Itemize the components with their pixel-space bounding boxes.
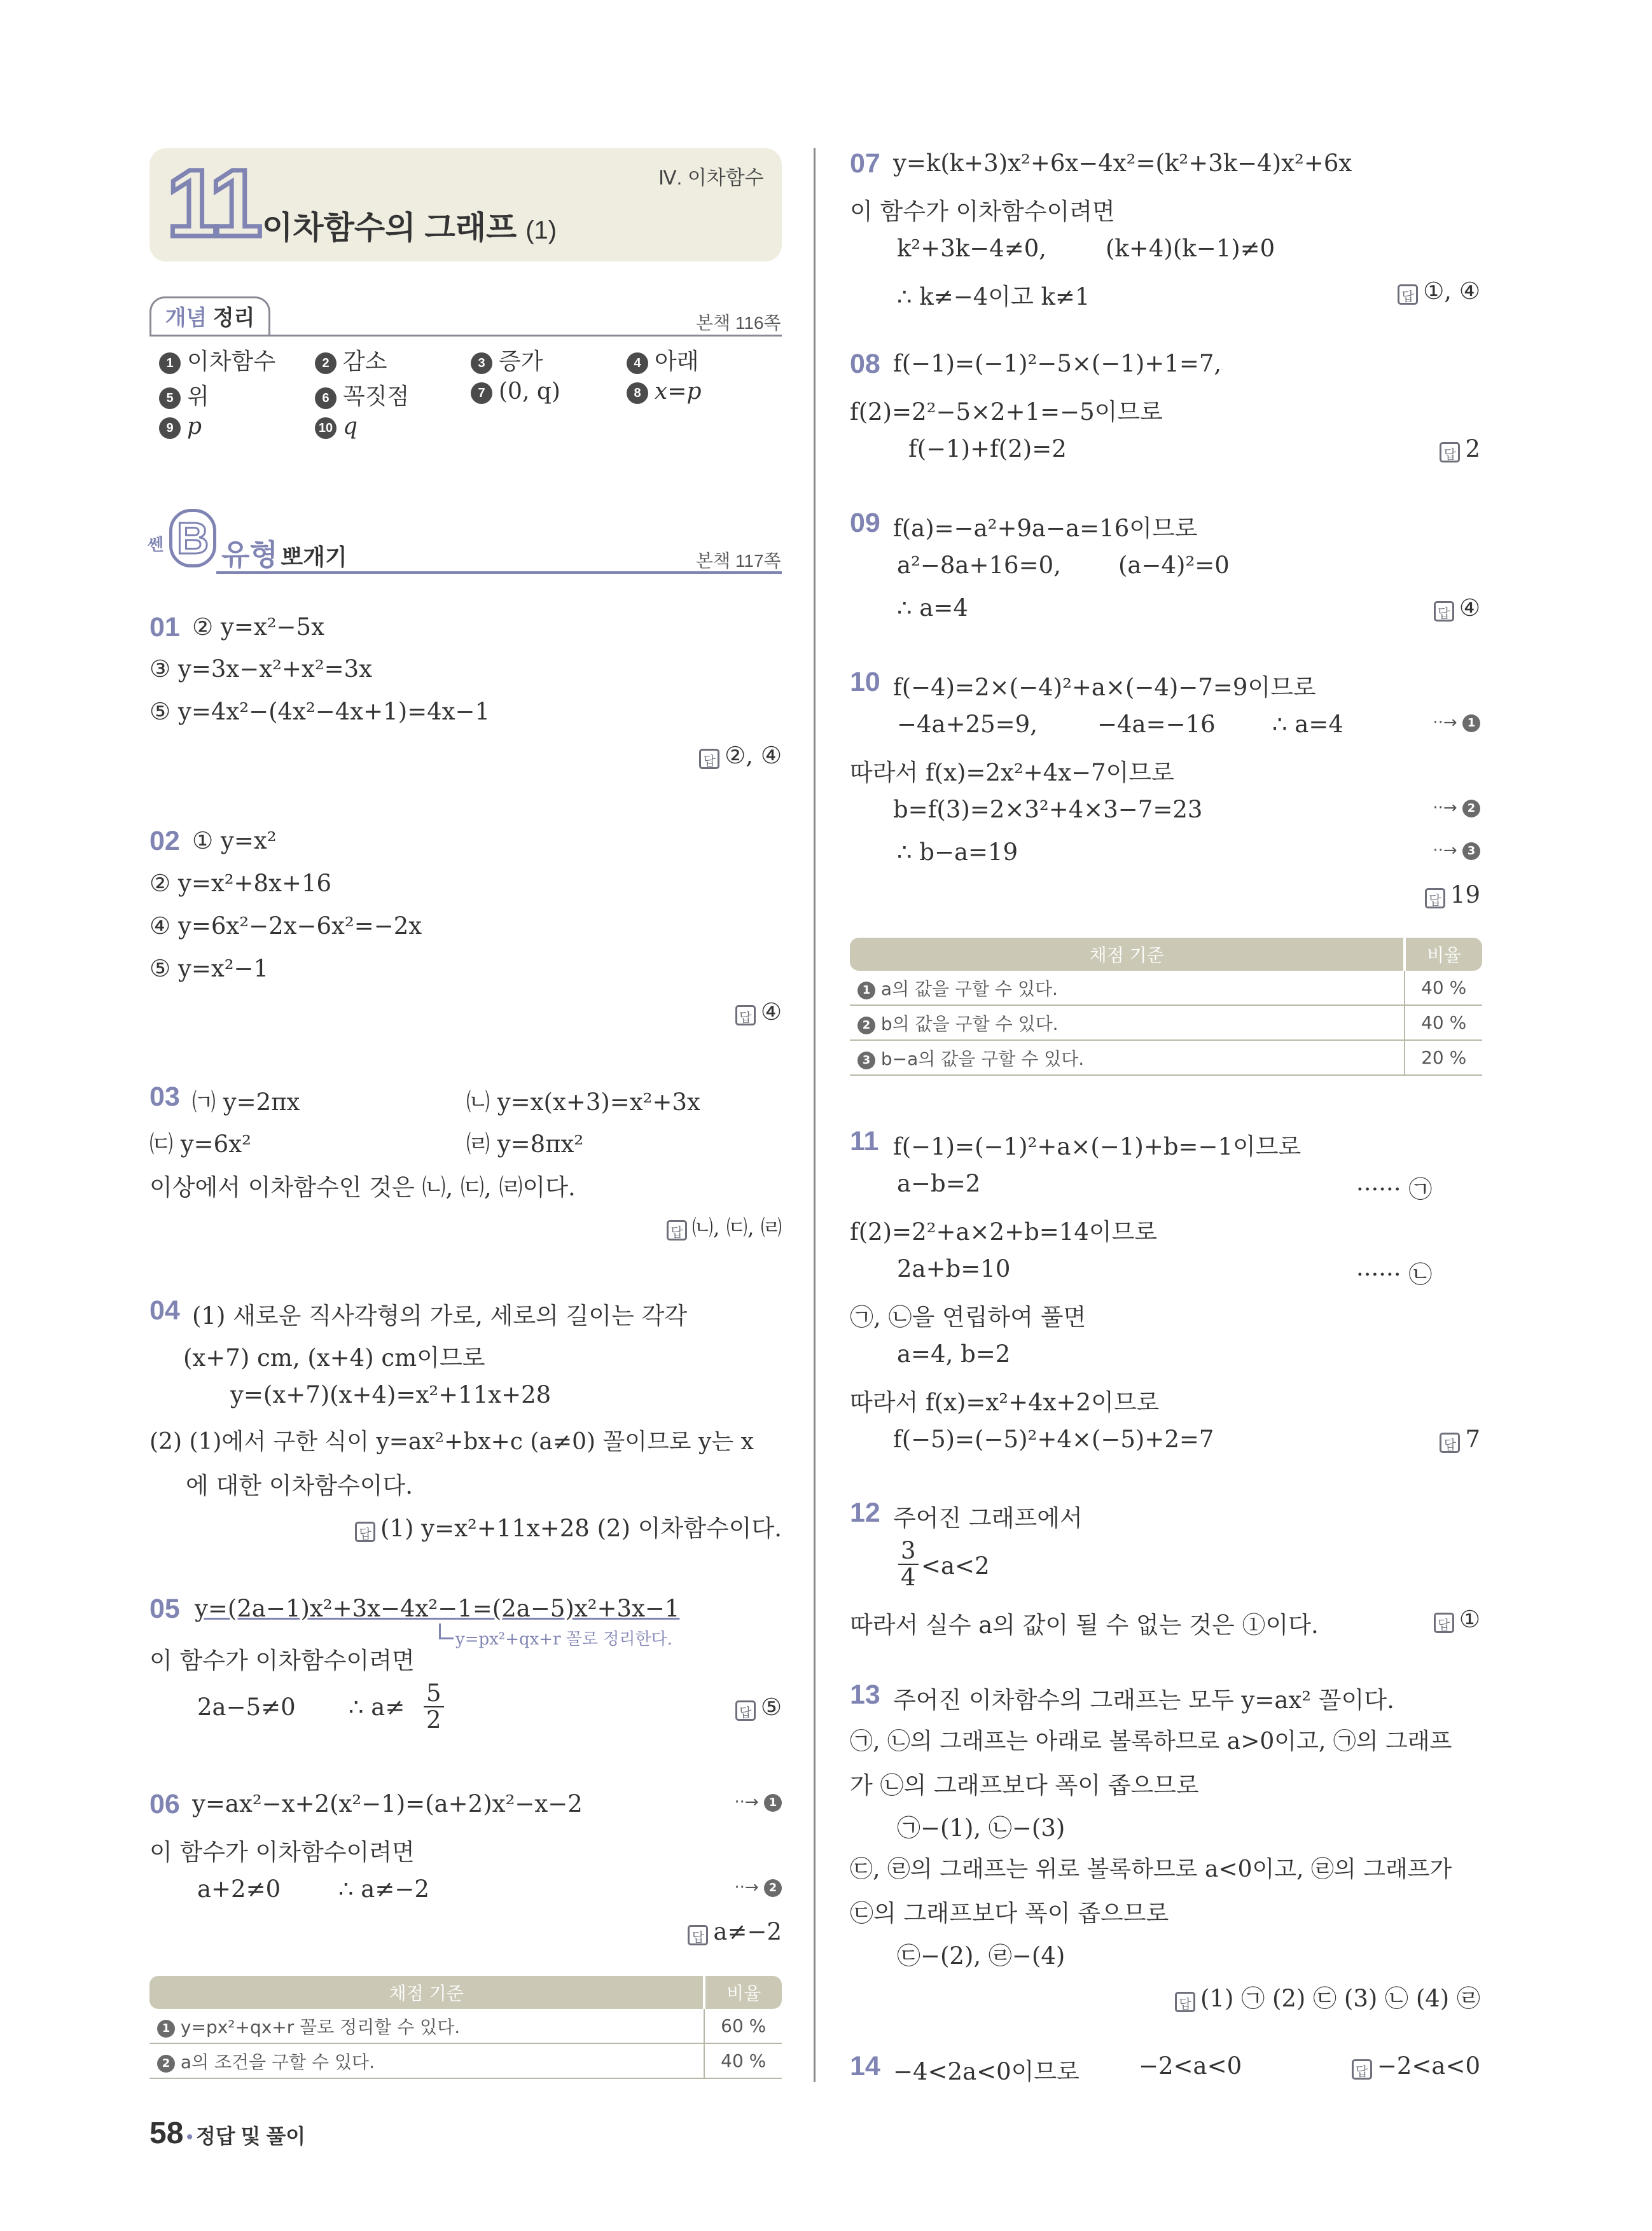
q09-number: 09 <box>850 508 880 538</box>
q11-tag1: ······ ㉠ <box>1356 1176 1433 1203</box>
q13-line7: ㉢−(2), ㉣−(4) <box>897 1942 1065 1970</box>
q03-conclusion: 이상에서 이차함수인 것은 ㈁, ㈂, ㈃이다. <box>149 1174 576 1201</box>
q11-line2: a−b=2 <box>897 1170 981 1197</box>
rubric-header: 채점 기준 <box>149 1976 704 2009</box>
concept-page-ref: 본책 116쪽 <box>696 313 781 333</box>
concept-item: 4 아래 <box>627 344 699 376</box>
q12-frac-num: 3 <box>898 1538 919 1565</box>
q08-number: 08 <box>850 349 880 379</box>
q07-answer: 답 ①, ④ <box>1398 277 1480 305</box>
rubric-row: 3 b−a의 값을 구할 수 있다. 20 % <box>850 1040 1482 1075</box>
concept-item: 5 위 <box>159 379 209 411</box>
q02-number: 02 <box>149 826 180 856</box>
rubric-row: 1 y=px²+qx+r 꼴로 정리할 수 있다. 60 % <box>149 2009 782 2043</box>
column-divider <box>814 148 816 2082</box>
q11-line7: 따라서 f(x)=x²+4x+2이므로 <box>850 1389 1160 1416</box>
answer-icon: 답 <box>1440 1433 1460 1453</box>
q11-line8: f(−5)=(−5)²+4×(−5)+2=7 <box>893 1426 1214 1453</box>
q07-line1: y=k(k+3)x²+6x−4x²=(k²+3k−4)x²+6x <box>893 149 1352 177</box>
q07-line2: 이 함수가 이차함수이려면 <box>850 198 1115 225</box>
q02-line1: ① y=x² <box>192 827 277 854</box>
q05-number: 05 <box>149 1594 180 1624</box>
q09-line2b: (a−4)²=0 <box>1118 552 1230 579</box>
q10-line2a: −4a+25=9, <box>897 711 1038 738</box>
q02-line3: ④ y=6x²−2x−6x²=−2x <box>149 912 422 940</box>
q06-marker2: ··→ 2 <box>734 1878 782 1897</box>
page-number: 58 <box>149 2116 184 2150</box>
q12-answer: 답 ① <box>1434 1606 1480 1633</box>
q04-answer: 답 (1) y=x²+11x+28 (2) 이차함수이다. <box>355 1509 782 1543</box>
q05-fraction <box>424 1681 444 1733</box>
q05-note: y=px²+qx+r 꼴로 정리한다. <box>455 1630 672 1649</box>
q14-number: 14 <box>850 2051 880 2082</box>
q11-line6: a=4, b=2 <box>897 1340 1011 1368</box>
q04-number: 04 <box>149 1295 180 1326</box>
concept-label-a: 개념 <box>165 306 207 330</box>
rubric-row: 1 a의 값을 구할 수 있다. 40 % <box>850 971 1482 1005</box>
q10-number: 10 <box>850 667 880 697</box>
q09-line1: f(a)=−a²+9a−a=16이므로 <box>893 515 1198 542</box>
q10-answer: 답 19 <box>1425 881 1480 908</box>
q10-line2b: −4a=−16 <box>1097 711 1216 738</box>
q10-marker3: ··→ 3 <box>1433 841 1480 860</box>
answer-icon: 답 <box>355 1522 375 1542</box>
q04-line3: y=(x+7)(x+4)=x²+11x+28 <box>230 1381 552 1408</box>
concept-item: 7 (0, q) <box>471 379 560 405</box>
q11-answer: 답 7 <box>1440 1426 1480 1453</box>
q01-line1: ② y=x²−5x <box>192 613 324 641</box>
q12-line3: 따라서 실수 a의 값이 될 수 없는 것은 ①이다. <box>850 1611 1319 1639</box>
chapter-title-text: 이차함수의 그래프 <box>262 210 517 246</box>
q09-line3: ∴ a=4 <box>897 594 968 622</box>
q05-answer: 답 ⑤ <box>735 1693 782 1721</box>
section-b-letter: B <box>169 509 216 567</box>
q06-line1: y=ax²−x+2(x²−1)=(a+2)x²−x−2 <box>192 1790 583 1817</box>
q05-frac-den: 2 <box>426 1706 441 1734</box>
q11-line4: 2a+b=10 <box>897 1255 1011 1282</box>
answer-icon: 답 <box>735 1700 756 1721</box>
q02-line2: ② y=x²+8x+16 <box>149 870 332 897</box>
q04-line1: (1) 새로운 직사각형의 가로, 세로의 길이는 각각 <box>192 1302 688 1330</box>
answer-icon: 답 <box>667 1220 687 1241</box>
q14-line1: −4<2a<0이므로 <box>893 2058 1079 2085</box>
q07-number: 07 <box>850 148 880 179</box>
q06-marker1: ··→ 1 <box>734 1793 782 1812</box>
q11-line1: f(−1)=(−1)²+a×(−1)+b=−1이므로 <box>893 1133 1301 1160</box>
q12-line1: 주어진 그래프에서 <box>893 1505 1083 1532</box>
concept-label-b: 정리 <box>212 306 255 330</box>
q05-note-bracket <box>439 1623 454 1639</box>
q04-line5: 에 대한 이차함수이다. <box>186 1472 413 1499</box>
q08-line1: f(−1)=(−1)²−5×(−1)+1=7, <box>893 350 1222 377</box>
q13-answer: 답 (1) ㉠ (2) ㉢ (3) ㉡ (4) ㉣ <box>1175 1979 1480 2013</box>
q11-number: 11 <box>850 1126 879 1157</box>
chapter-title-part: (1) <box>525 216 557 244</box>
section-b-title-main: 유형 <box>221 538 278 571</box>
answer-icon: 답 <box>688 1925 708 1945</box>
q03-number: 03 <box>149 1081 180 1112</box>
answer-icon: 답 <box>1434 1613 1454 1633</box>
q11-line3: f(2)=2²+a×2+b=14이므로 <box>850 1218 1158 1246</box>
q13-line2: ㉠, ㉡의 그래프는 아래로 볼록하므로 a>0이고, ㉠의 그래프 <box>850 1728 1452 1755</box>
q10-line3: 따라서 f(x)=2x²+4x−7이므로 <box>850 759 1174 786</box>
q07-line4: ∴ k≠−4이고 k≠1 <box>897 283 1090 310</box>
q04-line2: (x+7) cm, (x+4) cm이므로 <box>183 1344 485 1372</box>
page-footer <box>149 2116 305 2151</box>
section-b-title <box>221 532 347 574</box>
concept-tab <box>149 296 270 336</box>
q12-fraction <box>898 1538 919 1590</box>
rubric-header-ratio: 비율 <box>1405 938 1482 971</box>
q12-line2: <a<2 <box>921 1552 990 1580</box>
q01-number: 01 <box>149 612 180 643</box>
q05-frac-num: 5 <box>424 1681 444 1707</box>
unit-tag: Ⅳ. 이차함수 <box>658 167 764 189</box>
q05-line3b: ∴ a≠ <box>349 1693 405 1721</box>
answer-icon: 답 <box>735 1005 756 1025</box>
q08-line2: f(2)=2²−5×2+1=−5이므로 <box>850 398 1163 426</box>
section-b-title-sub: 뽀개기 <box>281 544 347 570</box>
q05-line1: y=(2a−1)x²+3x−4x²−1=(2a−5)x²+3x−1 <box>195 1595 680 1622</box>
answer-icon: 답 <box>1425 888 1445 908</box>
q04-line4: (2) (1)에서 구한 식이 y=ax²+bx+c (a≠0) 꼴이므로 y는 x <box>149 1429 754 1455</box>
q10-marker2: ··→ 2 <box>1433 798 1480 817</box>
concept-item: 8 x=p <box>627 379 702 405</box>
q11-line5: ㉠, ㉡을 연립하여 풀면 <box>850 1303 1086 1331</box>
q02-line4: ⑤ y=x²−1 <box>149 955 269 982</box>
concept-item: 9 p <box>159 414 202 440</box>
q03-item-b: ㈁ y=x(x+3)=x²+3x <box>466 1088 700 1116</box>
section-b-prefix: 쎈 <box>148 535 164 554</box>
q10-line5: ∴ b−a=19 <box>897 838 1018 866</box>
q09-line2a: a²−8a+16=0, <box>897 552 1061 579</box>
concept-item: 10 q <box>315 414 357 440</box>
q03-answer: 답 ㈁, ㈂, ㈃ <box>667 1211 782 1241</box>
concept-rule <box>149 335 782 337</box>
q09-answer: 답 ④ <box>1434 594 1480 622</box>
q13-number: 13 <box>850 1679 880 1710</box>
chapter-title <box>262 202 557 248</box>
q01-answer: 답 ②, ④ <box>699 742 782 769</box>
q10-line2c: ∴ a=4 <box>1272 711 1343 738</box>
rubric-table-right <box>850 938 1482 1076</box>
q10-line4: b=f(3)=2×3²+4×3−7=23 <box>893 796 1203 823</box>
section-b-page-ref: 본책 117쪽 <box>696 551 781 571</box>
q03-item-a: ㈀ y=2πx <box>192 1088 300 1116</box>
rubric-table-left <box>149 1976 782 2079</box>
q10-line1: f(−4)=2×(−4)²+a×(−4)−7=9이므로 <box>893 674 1316 701</box>
q08-line3: f(−1)+f(2)=2 <box>908 435 1067 462</box>
rubric-row: 2 a의 조건을 구할 수 있다. 40 % <box>149 2043 782 2078</box>
answer-icon: 답 <box>699 749 719 769</box>
q01-line3: ⑤ y=4x²−(4x²−4x+1)=4x−1 <box>149 698 490 725</box>
q06-line2: 이 함수가 이차함수이려면 <box>149 1838 415 1866</box>
answer-icon: 답 <box>1175 1992 1195 2012</box>
footer-dot: • <box>186 2127 193 2148</box>
concept-item: 2 감소 <box>315 344 387 376</box>
q06-line3a: a+2≠0 <box>197 1875 281 1903</box>
q08-answer: 답 2 <box>1440 435 1480 462</box>
rubric-header-ratio: 비율 <box>704 1976 782 2009</box>
q12-number: 12 <box>850 1498 880 1528</box>
answer-icon: 답 <box>1352 2059 1372 2080</box>
q06-answer: 답 a≠−2 <box>688 1918 782 1945</box>
answer-icon: 답 <box>1398 284 1418 305</box>
q03-item-c: ㈂ y=6x² <box>149 1130 251 1158</box>
q11-tag2: ······ ㉡ <box>1356 1261 1433 1288</box>
q13-line4: ㉠−(1), ㉡−(3) <box>897 1814 1065 1842</box>
q14-line2: −2<a<0 <box>1139 2052 1242 2080</box>
q03-item-d: ㈃ y=8πx² <box>466 1130 584 1158</box>
concept-item: 3 증가 <box>471 344 543 376</box>
chapter-number: 11 <box>167 149 258 256</box>
q06-number: 06 <box>149 1789 180 1819</box>
q07-line3a: k²+3k−4≠0, <box>897 235 1047 262</box>
q13-line1: 주어진 이차함수의 그래프는 모두 y=ax² 꼴이다. <box>893 1686 1394 1714</box>
q10-marker1: ··→ 1 <box>1433 713 1480 732</box>
rubric-row: 2 b의 값을 구할 수 있다. 40 % <box>850 1005 1482 1040</box>
q06-line3b: ∴ a≠−2 <box>338 1875 429 1903</box>
q05-line3a: 2a−5≠0 <box>197 1693 296 1721</box>
q07-line3b: (k+4)(k−1)≠0 <box>1106 235 1275 262</box>
concept-item: 1 이차함수 <box>159 344 275 376</box>
answer-icon: 답 <box>1440 442 1460 462</box>
footer-label: 정답 및 풀이 <box>195 2125 306 2148</box>
q02-answer: 답 ④ <box>735 998 782 1025</box>
q05-line2: 이 함수가 이차함수이려면 <box>149 1647 415 1674</box>
concept-item: 6 꼭짓점 <box>315 379 409 411</box>
q13-line5: ㉢, ㉣의 그래프는 위로 볼록하므로 a<0이고, ㉣의 그래프가 <box>850 1856 1452 1882</box>
q12-frac-den: 4 <box>901 1564 916 1591</box>
q13-line3: 가 ㉡의 그래프보다 폭이 좁으므로 <box>850 1772 1199 1799</box>
q14-answer: 답 −2<a<0 <box>1352 2052 1480 2080</box>
rubric-header: 채점 기준 <box>850 938 1405 971</box>
answer-icon: 답 <box>1434 601 1454 622</box>
q13-line6: ㉢의 그래프보다 폭이 좁으므로 <box>850 1900 1169 1927</box>
q01-line2: ③ y=3x−x²+x²=3x <box>149 655 373 683</box>
